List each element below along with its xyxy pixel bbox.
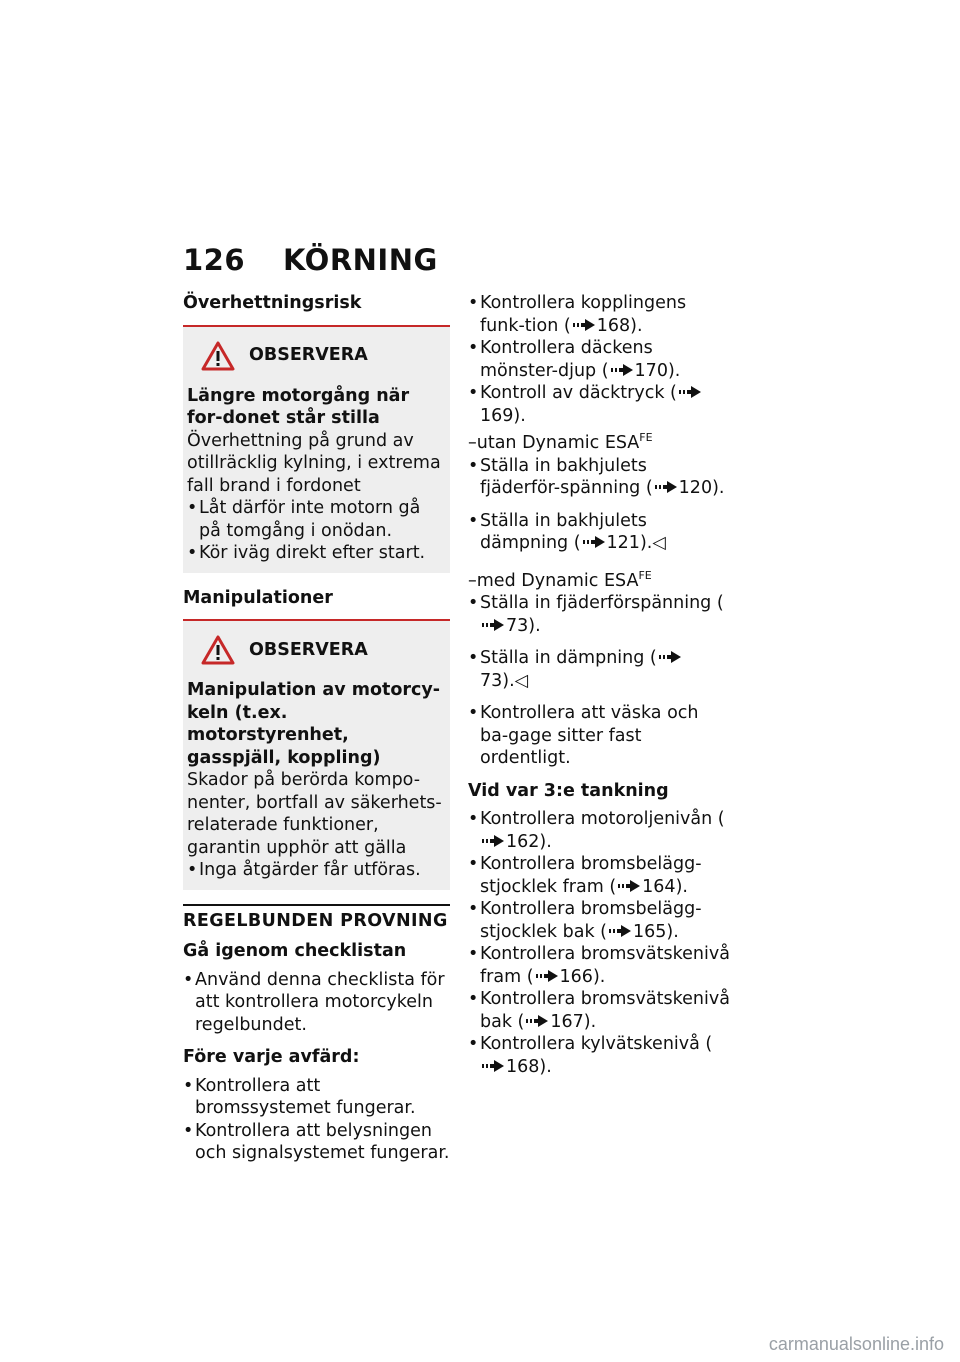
page-ref-arrow-icon [480, 1058, 506, 1074]
list-c [468, 510, 730, 555]
list-a [468, 292, 730, 427]
page-ref[interactable]: 73 [480, 670, 503, 691]
watermark: carmanualsonline.info [768, 1334, 944, 1354]
item-text: Ställa in bakhjulets fjäderför-spänning ( [480, 455, 653, 498]
page-ref[interactable]: 121 [606, 533, 640, 553]
warning-triangle-icon [201, 341, 235, 371]
right-column [468, 292, 730, 1078]
item-text: Kontrollera bromsbelägg-stjocklek fram ( [480, 854, 702, 897]
item-text: Kontroll av däcktryck ( [480, 383, 677, 403]
item-text: Kontrollera bromsvätskenivå bak ( [480, 989, 730, 1032]
without-esa-label [468, 427, 730, 455]
warning-title: Längre motorgång när for-donet står stilla [187, 385, 410, 428]
list-item: • Kontrollera att bromssystemet fungerar. [183, 1075, 450, 1120]
list-item: • Inga åtgärder får utföras. [187, 859, 446, 882]
page-header [183, 243, 438, 277]
with-esa-label [468, 565, 730, 593]
item-text: Kontrollera bromsbelägg-stjocklek bak ( [480, 899, 702, 942]
page-ref-arrow-icon [607, 923, 633, 939]
item-text: Kontrollera kylvätskenivå ( [480, 1034, 713, 1054]
overheat-heading: Överhettningsrisk [183, 293, 362, 313]
list-item [468, 1033, 730, 1078]
page-ref-arrow-icon [581, 534, 607, 550]
page-ref-arrow-icon [534, 968, 560, 984]
item-tail: ). [539, 1056, 552, 1077]
list-e [468, 647, 730, 692]
page-ref[interactable]: 168 [596, 315, 631, 336]
list-item [468, 455, 730, 500]
checklist-list [183, 969, 450, 1037]
with-esa-text: –med Dynamic ESA [468, 570, 639, 591]
page-ref-arrow-icon [480, 617, 506, 633]
page-ref-arrow-icon [524, 1013, 550, 1029]
esa-sup: FE [639, 431, 653, 444]
list-g [468, 808, 730, 1078]
page-ref[interactable]: 164 [642, 876, 676, 897]
page-ref[interactable]: 165 [633, 921, 667, 942]
page-ref-arrow-icon [657, 649, 683, 665]
list-item [468, 702, 730, 770]
before-ride-heading: Före varje avfärd: [183, 1047, 360, 1067]
item-tail: ). [666, 921, 679, 942]
warning-label: OBSERVERA [249, 345, 368, 366]
list-item [468, 853, 730, 898]
item-text: Kontrollera däckens mönster-djup ( [480, 338, 653, 381]
list-item [468, 898, 730, 943]
item-tail: ).◁ [502, 670, 529, 691]
item-tail: ). [630, 315, 643, 336]
left-column [183, 292, 450, 1165]
item-text: Kontrollera motoroljenivån ( [480, 809, 725, 829]
every-third-refuel-heading: Vid var 3:e tankning [468, 780, 669, 801]
warning-triangle-icon [201, 635, 235, 665]
checklist-heading: Gå igenom checklistan [183, 941, 407, 961]
item-tail: ). [539, 831, 552, 852]
page-ref[interactable]: 162 [506, 831, 540, 852]
item-text: Kontrollera kopplingens funk-tion ( [480, 293, 687, 336]
item-text: Ställa in bakhjulets dämpning ( [480, 510, 647, 553]
item-tail: ). [583, 1011, 597, 1032]
without-esa-text: –utan Dynamic ESA [468, 433, 640, 453]
page-number: 126 [183, 243, 246, 277]
warning-bullets [187, 497, 446, 565]
warning-body: Skador på berörda kompo-nenter, bortfall av säkerhets-relaterade funktioner, garantin upphör att gälla [187, 770, 442, 858]
page-ref-arrow-icon [616, 878, 642, 894]
warning-head [201, 341, 446, 371]
item-text: Ställa in dämpning ( [480, 648, 657, 668]
list-item [468, 292, 730, 337]
list-item [468, 382, 730, 427]
warning-bullets [187, 859, 446, 882]
page-ref-arrow-icon [609, 362, 635, 378]
list-f [468, 702, 730, 770]
page-ref[interactable]: 167 [550, 1011, 584, 1032]
list-item [468, 988, 730, 1033]
list-item [468, 647, 730, 692]
page-ref[interactable]: 168 [506, 1056, 540, 1077]
list-b [468, 455, 730, 500]
page-ref-arrow-icon [677, 384, 703, 400]
item-tail: ). [675, 876, 688, 897]
list-d [468, 592, 730, 637]
page-ref-arrow-icon [571, 317, 597, 333]
warning-head [201, 635, 446, 665]
list-item [468, 510, 730, 555]
chapter-title: KÖRNING [283, 243, 438, 277]
item-text: Ställa in fjäderförspänning ( [480, 593, 724, 613]
list-item [468, 943, 730, 988]
page-ref[interactable]: 166 [559, 966, 593, 987]
warning-title: Manipulation av motorcy-keln (t.ex. motorstyrenhet, gasspjäll, koppling) [187, 680, 441, 768]
page-ref[interactable]: 169 [480, 405, 514, 426]
warning-label: OBSERVERA [249, 639, 368, 660]
warning-box-overheat [183, 325, 450, 573]
item-tail: ).◁ [639, 533, 666, 553]
list-item: • Kontrollera att belysningen och signalsystemet fungerar. [183, 1120, 450, 1165]
item-tail: ). [712, 478, 725, 498]
item-tail: ). [592, 966, 606, 987]
item-text: Kontrollera bromsvätskenivå fram ( [480, 944, 730, 987]
page-ref[interactable]: 170 [634, 360, 668, 381]
list-item [468, 808, 730, 853]
list-item: • Kör iväg direkt efter start. [187, 542, 446, 565]
list-item [468, 592, 730, 637]
page-ref[interactable]: 73 [506, 615, 529, 636]
item-text: Kontrollera att väska och ba-gage sitter fast ordentligt. [480, 703, 699, 768]
list-item: • Låt därför inte motorn gå på tomgång i onödan. [187, 497, 446, 542]
before-ride-list [183, 1075, 450, 1165]
item-tail: ). [513, 405, 526, 426]
item-tail: ). [667, 360, 681, 381]
manipulation-heading: Manipulationer [183, 587, 333, 608]
esa-sup: FE [638, 568, 652, 582]
section-title: REGELBUNDEN PROVNING [183, 904, 450, 933]
page-ref-arrow-icon [653, 479, 679, 495]
warning-box-manipulation [183, 619, 450, 890]
page-ref-arrow-icon [480, 833, 506, 849]
list-item: • Använd denna checklista för att kontrollera motorcykeln regelbundet. [183, 969, 450, 1037]
page-ref[interactable]: 120 [678, 478, 713, 498]
item-tail: ). [528, 615, 541, 636]
warning-body: Överhettning på grund av otillräcklig kylning, i extrema fall brand i fordonet [187, 430, 441, 496]
list-item [468, 337, 730, 382]
